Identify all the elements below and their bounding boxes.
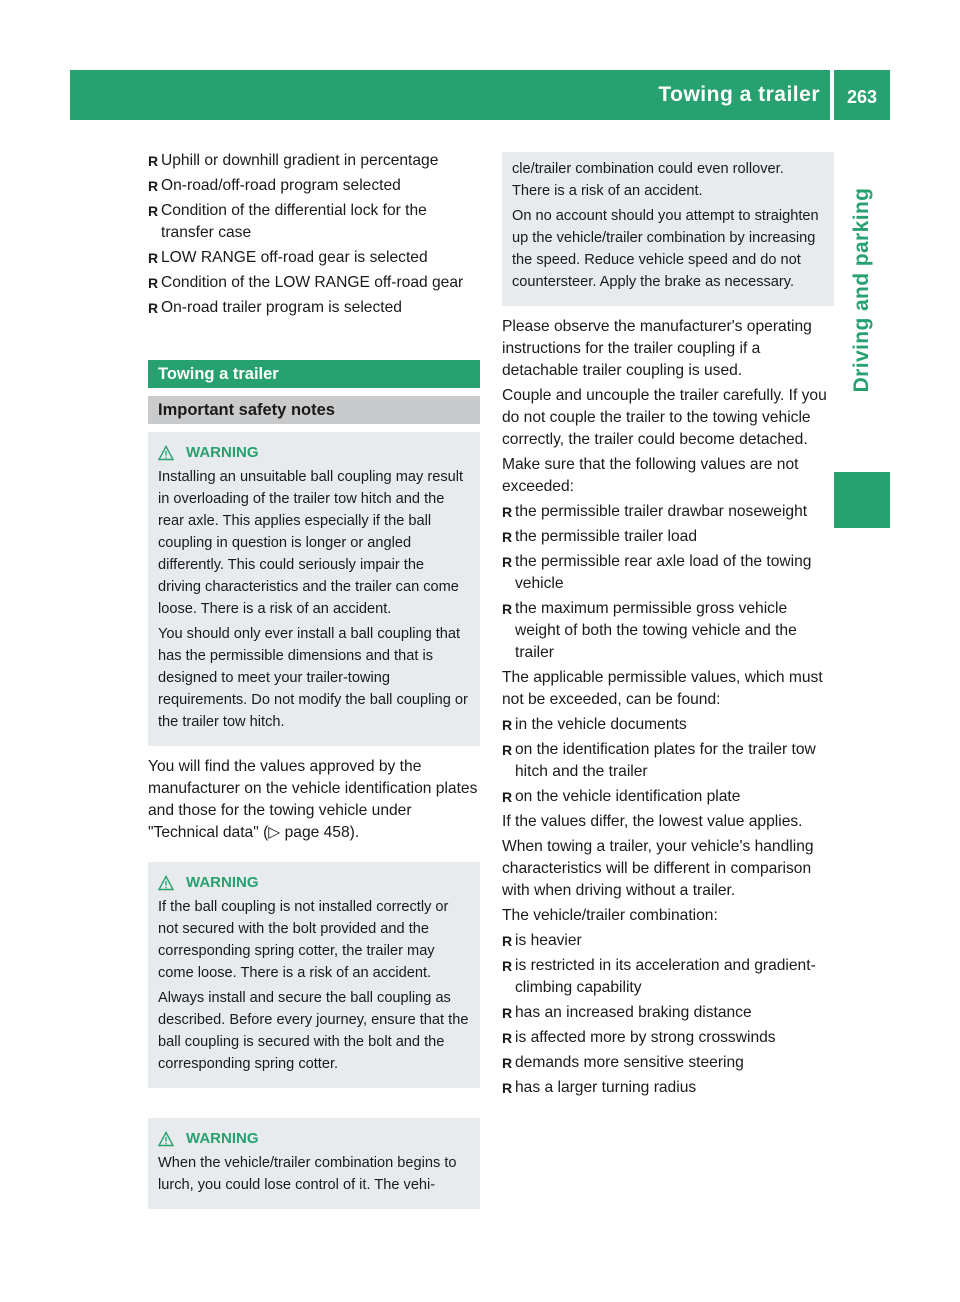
bullet-list: [502, 930, 834, 1099]
body-paragraph: If the values differ, the lowest value applies.: [502, 813, 803, 830]
side-tab-label: Driving and parking: [850, 187, 873, 393]
list-item: R On-road/off-road program selected: [148, 175, 480, 197]
bullet-marker: R: [502, 601, 513, 617]
bullet-marker: R: [502, 504, 513, 520]
right-column: [502, 152, 834, 1102]
bullet-marker: R: [502, 958, 513, 974]
bullet-list: [148, 150, 480, 319]
left-column: [148, 150, 480, 1209]
warning-text: You should only ever install a ball coupling that has the permissible dimensions and that is designed to meet your trailer-towing requirements. Do not modify the ball coupling or the trailer tow hitch.: [158, 626, 468, 730]
bullet-marker: R: [502, 529, 513, 545]
bullet-marker: R: [148, 250, 159, 266]
warning-box: [148, 862, 480, 1088]
warning-text: When the vehicle/trailer combination begins to lurch, you could lose control of it. The vehi-: [158, 1155, 457, 1193]
bullet-marker: R: [502, 1055, 513, 1071]
warning-title: WARNING: [158, 872, 470, 894]
warning-text: cle/trailer combination could even rollover. There is a risk of an accident.: [512, 161, 784, 199]
warning-title: WARNING: [158, 1128, 470, 1150]
warning-text: On no account should you attempt to straighten up the vehicle/trailer combination by increasing the speed. Reduce vehicle speed and do not countersteer. Apply the brake as necessary.: [512, 208, 819, 290]
list-item: R is restricted in its acceleration and gradient-climbing capability: [502, 957, 816, 996]
body-paragraph: Couple and uncouple the trailer carefully. If you do not couple the trailer to the towing vehicle correctly, the trailer could become detached.: [502, 387, 827, 448]
body-paragraph: You will find the values approved by the manufacturer on the vehicle identification plates and those for the towing vehicle under "Technical data" (▷ page 458).: [148, 758, 478, 841]
list-item: R demands more sensitive steering: [502, 1052, 834, 1074]
warning-text: If the ball coupling is not installed correctly or not secured with the bolt provided and the corresponding spring cotter, the trailer may come loose. There is a risk of an accident.: [158, 899, 449, 981]
body-paragraph: Make sure that the following values are not exceeded:: [502, 456, 799, 495]
page-title: Towing a trailer: [658, 83, 820, 106]
warning-title: WARNING: [158, 442, 470, 464]
list-item: R on the vehicle identification plate: [502, 786, 834, 808]
list-item: R in the vehicle documents: [502, 714, 834, 736]
list-item: R is affected more by strong crosswinds: [502, 1027, 834, 1049]
list-item: R the maximum permissible gross vehicle weight of both the towing vehicle and the trailer: [502, 600, 797, 661]
warning-triangle-icon: [158, 445, 174, 461]
body-paragraph: The applicable permissible values, which must not be exceeded, can be found:: [502, 669, 823, 708]
bullet-marker: R: [148, 153, 159, 169]
list-item: R is heavier: [502, 930, 834, 952]
bullet-marker: R: [502, 1005, 513, 1021]
warning-box-continued: [502, 152, 834, 306]
bullet-marker: R: [502, 789, 513, 805]
list-item: R LOW RANGE off-road gear is selected: [148, 247, 480, 269]
body-paragraph: The vehicle/trailer combination:: [502, 907, 718, 924]
page-number: 263: [834, 70, 890, 120]
subsection-heading: Important safety notes: [148, 396, 480, 424]
warning-triangle-icon: [158, 1131, 174, 1147]
list-item: R On-road trailer program is selected: [148, 297, 480, 319]
warning-box: [148, 1118, 480, 1209]
bullet-marker: R: [148, 300, 159, 316]
list-item: R Uphill or downhill gradient in percentage: [148, 150, 480, 172]
list-item: R on the identification plates for the trailer tow hitch and the trailer: [502, 741, 816, 780]
bullet-marker: R: [148, 203, 159, 219]
bullet-marker: R: [148, 275, 159, 291]
list-item: R the permissible rear axle load of the towing vehicle: [502, 553, 812, 592]
list-item: R the permissible trailer load: [502, 526, 834, 548]
side-marker-block: [834, 472, 890, 528]
section-heading: Towing a trailer: [148, 360, 480, 388]
list-item: R has an increased braking distance: [502, 1002, 834, 1024]
bullet-list: [502, 501, 834, 664]
warning-triangle-icon: [158, 875, 174, 891]
bullet-marker: R: [502, 554, 513, 570]
bullet-marker: R: [502, 1080, 513, 1096]
bullet-list: [502, 714, 834, 808]
bullet-marker: R: [502, 717, 513, 733]
bullet-marker: R: [148, 178, 159, 194]
list-item: R has a larger turning radius: [502, 1077, 834, 1099]
list-item: R the permissible trailer drawbar noseweight: [502, 501, 834, 523]
list-item: R Condition of the differential lock for the transfer case: [148, 202, 427, 241]
bullet-marker: R: [502, 1030, 513, 1046]
warning-text: Installing an unsuitable ball coupling may result in overloading of the trailer tow hitch and the rear axle. This applies especially if the ball coupling in question is longer or angled differently. This could seriously impair the driving characteristics and the trailer can come loose. There is a risk of an accident.: [158, 469, 464, 617]
warning-text: Always install and secure the ball coupling as described. Before every journey, ensure that the ball coupling is secured with the bolt and the corresponding spring cotter.: [158, 990, 469, 1072]
body-paragraph: When towing a trailer, your vehicle's handling characteristics will be different in comparison with when driving without a trailer.: [502, 838, 814, 899]
body-paragraph: Please observe the manufacturer's operating instructions for the trailer coupling if a detachable trailer coupling is used.: [502, 318, 812, 379]
bullet-marker: R: [502, 742, 513, 758]
bullet-marker: R: [502, 933, 513, 949]
list-item: R Condition of the LOW RANGE off-road gear: [148, 272, 480, 294]
warning-box: [148, 432, 480, 746]
